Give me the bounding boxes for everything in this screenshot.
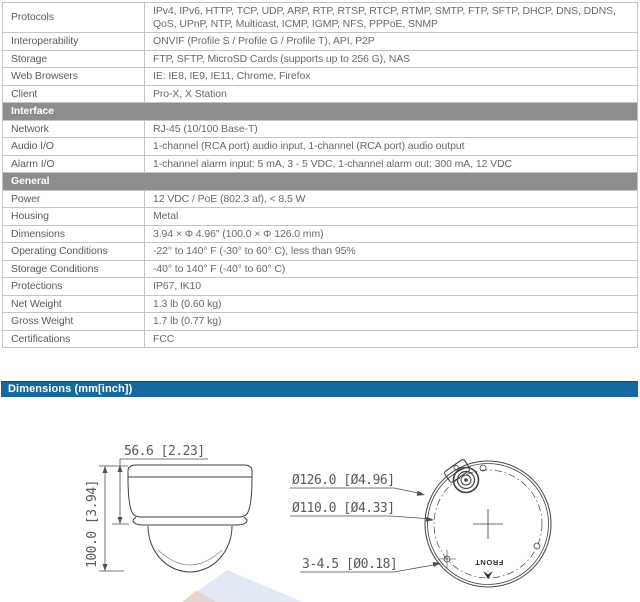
section-header-row — [3, 103, 638, 121]
spec-row — [3, 120, 638, 138]
section-header-label: Interface — [3, 103, 638, 121]
side-view-drawing — [128, 465, 252, 572]
spec-value: 1.7 lb (0.77 kg) — [145, 313, 638, 331]
spec-value: FCC — [145, 330, 638, 348]
spec-label: Storage — [3, 50, 145, 68]
spec-value: IE: IE8, IE9, IE11, Chrome, Firefox — [145, 68, 638, 86]
spec-label: Web Browsers — [3, 68, 145, 86]
dimensions-section-header — [1, 381, 638, 397]
outer-diameter-label: Ø126.0 [Ø4.96] — [292, 473, 395, 488]
front-label: FRONT — [474, 558, 504, 567]
spec-value: -22° to 140° F (-30° to 60° C), less than 95% — [145, 243, 638, 261]
spec-label: Audio I/O — [3, 138, 145, 156]
spec-value: Pro-X, X Station — [145, 85, 638, 103]
spec-label: Certifications — [3, 330, 145, 348]
watermark-triangle — [182, 570, 303, 602]
side-width-dimension-label: 56.6 [2.23] — [124, 444, 205, 459]
spec-row — [3, 155, 638, 173]
spec-value: 1-channel (RCA port) audio input, 1-channel (RCA port) audio output — [145, 138, 638, 156]
spec-label: Network — [3, 120, 145, 138]
spec-row — [3, 278, 638, 296]
spec-table — [2, 2, 638, 348]
spec-row — [3, 330, 638, 348]
spec-row — [3, 3, 638, 33]
spec-label: Protections — [3, 278, 145, 296]
spec-value: 1.3 lb (0.60 kg) — [145, 295, 638, 313]
spec-row — [3, 190, 638, 208]
spec-row — [3, 260, 638, 278]
spec-value: RJ-45 (10/100 Base-T) — [145, 120, 638, 138]
side-height-dimension-label: 100.0 [3.94] — [85, 480, 100, 568]
spec-value: Metal — [145, 208, 638, 226]
spec-label: Alarm I/O — [3, 155, 145, 173]
side-view-dimension-lines — [99, 459, 208, 571]
dimension-drawings — [0, 398, 640, 602]
spec-label: Operating Conditions — [3, 243, 145, 261]
spec-row — [3, 243, 638, 261]
spec-value: 3.94 × Φ 4.96" (100.0 × Φ 126.0 mm) — [145, 225, 638, 243]
spec-row — [3, 208, 638, 226]
spec-row — [3, 225, 638, 243]
spec-value: 12 VDC / PoE (802.3 af), < 8.5 W — [145, 190, 638, 208]
spec-value: 1-channel alarm input: 5 mA, 3 - 5 VDC, 1-channel alarm out: 300 mA, 12 VDC — [145, 155, 638, 173]
dimensions-section-title: Dimensions (mm[inch]) — [8, 383, 133, 395]
mounting-holes-label: 3-4.5 [Ø0.18] — [302, 557, 398, 572]
spec-label: Dimensions — [3, 225, 145, 243]
spec-label: Power — [3, 190, 145, 208]
spec-row — [3, 85, 638, 103]
spec-row — [3, 33, 638, 51]
spec-value: -40° to 140° F (-40° to 60° C) — [145, 260, 638, 278]
spec-value: FTP, SFTP, MicroSD Cards (supports up to 256 G), NAS — [145, 50, 638, 68]
spec-value: ONVIF (Profile S / Profile G / Profile T), API, P2P — [145, 33, 638, 51]
spec-label: Housing — [3, 208, 145, 226]
section-header-label: General — [3, 173, 638, 191]
spec-value: IPv4, IPv6, HTTP, TCP, UDP, ARP, RTP, RTSP, RTCP, RTMP, SMTP, FTP, SFTP, DHCP, DNS, DDNS, QoS, UPnP, NTP, Multicast, ICMP, IGMP, NFS, PPPoE, SNMP — [145, 3, 638, 33]
inner-diameter-label: Ø110.0 [Ø4.33] — [292, 501, 395, 516]
spec-value: IP67, IK10 — [145, 278, 638, 296]
spec-label: Gross Weight — [3, 313, 145, 331]
spec-row — [3, 295, 638, 313]
spec-row — [3, 68, 638, 86]
spec-label: Net Weight — [3, 295, 145, 313]
spec-table-body — [3, 3, 638, 348]
spec-row — [3, 313, 638, 331]
spec-label: Interoperability — [3, 33, 145, 51]
section-header-row — [3, 173, 638, 191]
spec-row — [3, 138, 638, 156]
spec-label: Client — [3, 85, 145, 103]
spec-label: Storage Conditions — [3, 260, 145, 278]
cable-gland — [444, 459, 479, 493]
spec-label: Protocols — [3, 3, 145, 33]
spec-row — [3, 50, 638, 68]
